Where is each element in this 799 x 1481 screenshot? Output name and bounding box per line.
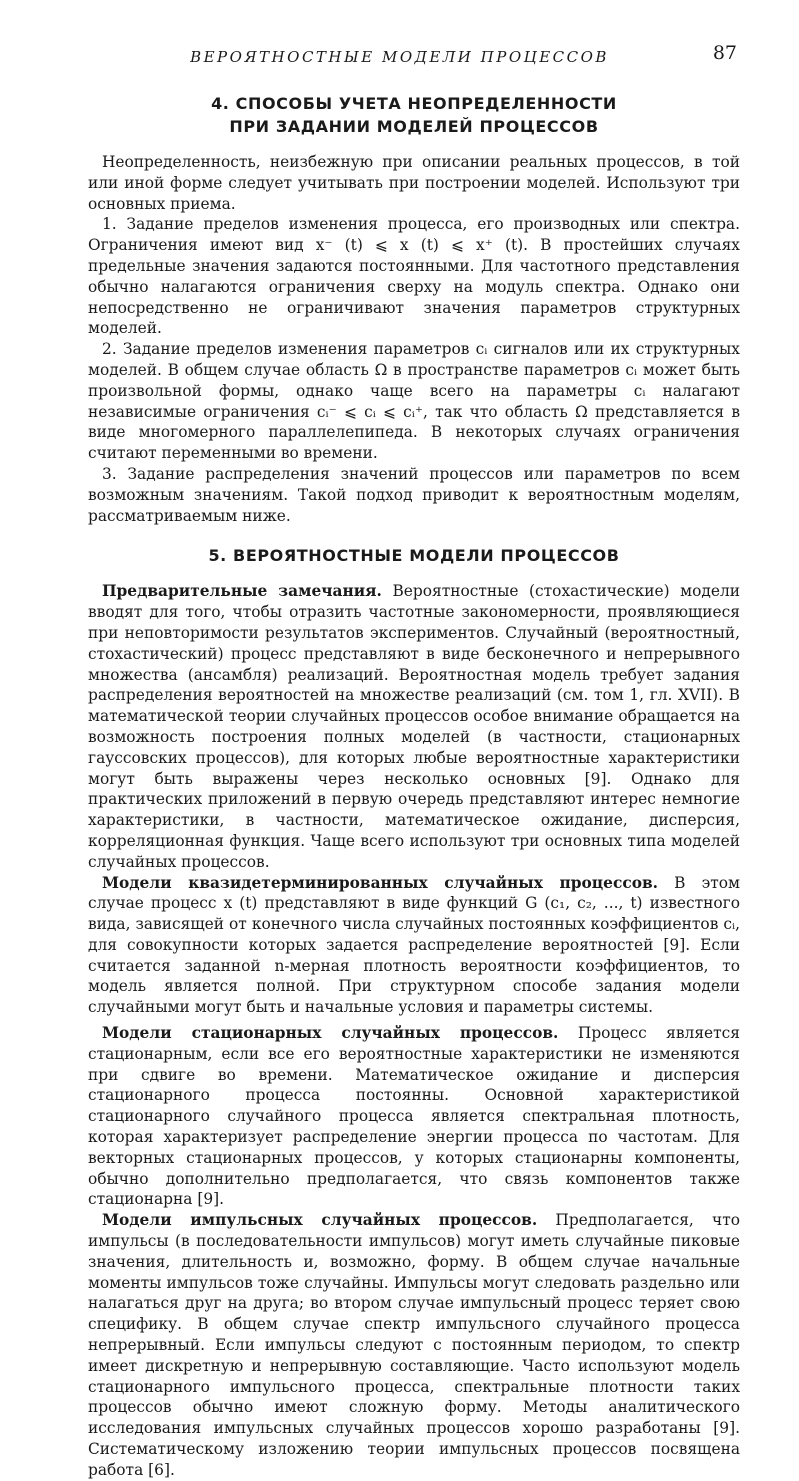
running-title: ВЕРОЯТНОСТНЫЕ МОДЕЛИ ПРОЦЕССОВ	[190, 48, 609, 66]
paragraph-body: Предполагается, что импульсы (в последовательности импульсов) могут иметь случайные пиковые значения, длительность и, возможно, форму. В общем случае начальные моменты импульсов тоже случайны. Импульсы могут следовать раздельно или налагаться друг на друга; во втором случае импульсный процесс теряет свою специфику. В общем случае спектр импульсного случайного процесса непрерывный. Если импульсы следуют с постоянным периодом, то спектр имеет дискретную и непрерывную составляющие. Часто используют модель стационарного импульсного процесса, спектральные плотности таких процессов обычно имеют сложную форму. Методы аналитического исследования импульсных случайных процессов хорошо разработаны [9]. Систематическому изложению теории импульсных процессов посвящена работа [6].	[88, 1211, 740, 1479]
paragraph-body: Вероятностные (стохастические) модели вводят для того, чтобы отразить частотные закономерности, проявляющиеся при неповторимости результатов экспериментов. Случайный (вероятностный, стохастический) процесс представляют в виде бесконечного и непрерывного множества (ансамбля) реализаций. Вероятностная модель требует задания распределения вероятностей на множестве реализаций (см. том 1, гл. XVII). В математической теории случайных процессов особое внимание обращается на возможность построения полных моделей (в частности, стационарных гауссовских процессов), для которых любые вероятностные характеристики могут быть выражены через несколько основных [9]. Однако для практических приложений в первую очередь представляют интерес немногие характеристики, в частности, математическое ожидание, дисперсия, корреляционная функция. Чаще всего используют три основных типа моделей случайных процессов.	[88, 582, 740, 871]
paragraph-body: Процесс является стационарным, если все его вероятностные характеристики не изменяются при сдвиге во времени. Математическое ожидание и дисперсия стационарного процесса постоянны. Основной характеристикой стационарного случайного процесса является спектральная плотность, которая характеризует распределение энергии процесса по частотам. Для векторных стационарных процессов, у которых стационарны компоненты, обычно дополнительно предполагается, что связь компонентов также стационарна [9].	[88, 1024, 740, 1209]
page-number: 87	[712, 42, 737, 64]
paragraph-body: В этом случае процесс x (t) представляют в виде функций G (c₁, c₂, ..., t) известного вида, зависящей от конечного числа случайных постоянных коэффициентов cᵢ, для совокупности которых задается распределение вероятностей [9]. Если считается заданной n-мерная плотность вероятности коэффициентов, то модель является полной. При структурном способе задания модели случайными могут быть и начальные условия и параметры системы.	[88, 873, 740, 1017]
runin-heading: Модели стационарных случайных процессов.	[102, 1024, 559, 1043]
section-4-heading	[88, 92, 740, 138]
runin-heading: Модели квазидетерминированных случайных процессов.	[102, 873, 659, 892]
page-content	[88, 92, 740, 1481]
section-4-intro: Неопределенность, неизбежную при описании реальных процессов, в той или иной форме следует учитывать при построении моделей. Используют три основных приема.	[88, 153, 740, 213]
section-5-heading: 5. ВЕРОЯТНОСТНЫЕ МОДЕЛИ ПРОЦЕССОВ	[208, 546, 620, 566]
paragraph-preliminary-remarks	[88, 581, 740, 872]
paragraph-stationary-models	[88, 1023, 740, 1210]
section-4-item-3: 3. Задание распределения значений процессов или параметров по всем возможным значениям. Такой подход приводит к вероятностным моделям, рассматриваемым ниже.	[88, 464, 740, 525]
section-4-title-line1: 4. СПОСОБЫ УЧЕТА НЕОПРЕДЕЛЕННОСТИ	[211, 94, 617, 113]
paragraph-quasideterministic-models	[88, 873, 740, 1019]
section-4-item-1: 1. Задание пределов изменения процесса, его производных или спектра. Ограничения имеют вид x⁻ (t) ⩽ x (t) ⩽ x⁺ (t). В простейших случаях предельные значения задаются постоянными. Для частотного представления обычно налагаются ограничения сверху на модуль спектра. Однако они непосредственно не ограничивают значения параметров структурных моделей.	[88, 215, 740, 338]
runin-heading: Предварительные замечания.	[102, 582, 382, 601]
runin-heading: Модели импульсных случайных процессов.	[102, 1211, 538, 1230]
section-4-item-2: 2. Задание пределов изменения параметров cᵢ сигналов или их структурных моделей. В общем случае область Ω в пространстве параметров cᵢ может быть произвольной формы, однако чаще всего на параметры cᵢ налагают независимые ограничения cᵢ⁻ ⩽ cᵢ ⩽ cᵢ⁺, так что область Ω представляется в виде многомерного параллелепипеда. В некоторых случаях ограничения считают переменными во времени.	[88, 340, 740, 463]
paragraph-impulse-models	[88, 1210, 740, 1480]
section-4-title-line2: ПРИ ЗАДАНИИ МОДЕЛЕЙ ПРОЦЕССОВ	[229, 117, 599, 136]
